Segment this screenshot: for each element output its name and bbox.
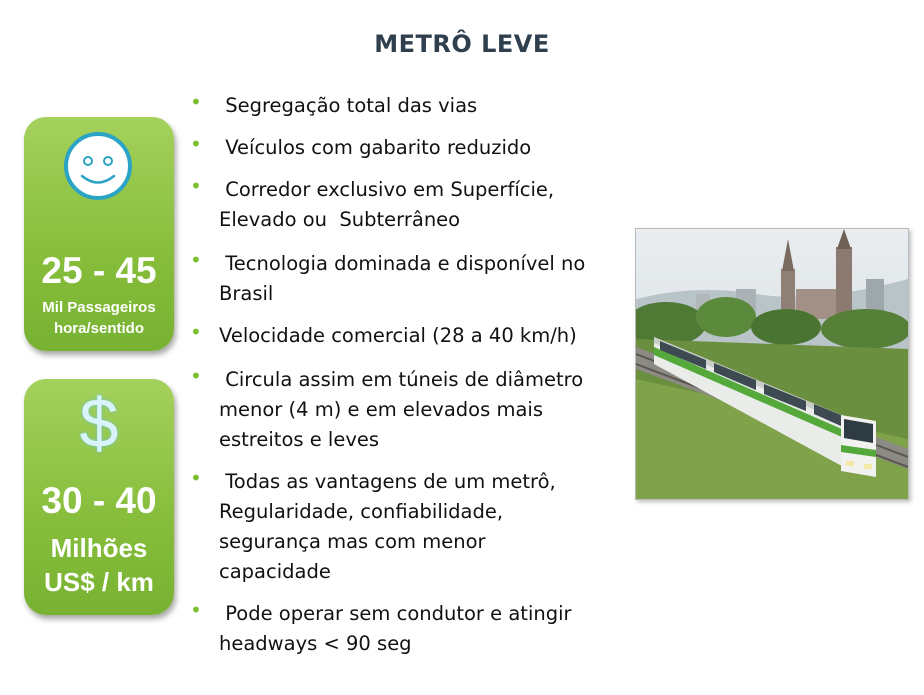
bullet-icon: •	[190, 598, 202, 622]
cost-card	[24, 379, 174, 615]
list-item: • Pode operar sem condutor e atingir headways < 90 seg	[190, 599, 630, 659]
light-rail-photo	[635, 228, 909, 500]
bullet-icon: •	[190, 248, 202, 272]
cost-unit: Milhões	[50, 533, 148, 563]
cost-range: 30 - 40	[41, 480, 157, 521]
bullet-icon: •	[190, 174, 202, 198]
passenger-capacity-card	[24, 117, 174, 351]
list-item: • Corredor exclusivo em Superfície, Elevado ou Subterrâneo	[190, 175, 630, 235]
bullet-icon: •	[190, 320, 202, 344]
bullet-icon: •	[190, 466, 202, 490]
list-item: • Todas as vantagens de um metrô, Regularidade, confiabilidade, segurança mas com menor capacidade	[190, 467, 630, 587]
train-illustration	[636, 229, 908, 499]
bullet-icon: •	[190, 132, 202, 156]
list-item: • Tecnologia dominada e disponível no Brasil	[190, 249, 630, 309]
list-item: • Segregação total das vias	[190, 91, 630, 121]
page-title: METRÔ LEVE	[374, 30, 550, 58]
passenger-range: 25 - 45	[41, 250, 157, 291]
bullet-icon: •	[190, 364, 202, 388]
list-item: • Veículos com gabarito reduzido	[190, 133, 630, 163]
dollar-sign-icon: $	[79, 384, 119, 462]
cost-currency: US$ / km	[44, 567, 154, 597]
passenger-unit: Mil Passageiros	[42, 299, 156, 316]
list-item: • Velocidade comercial (28 a 40 km/h)	[190, 321, 630, 351]
list-item: • Circula assim em túneis de diâmetro menor (4 m) e em elevados mais estreitos e leves	[190, 365, 630, 455]
smiley-face-icon	[63, 131, 133, 201]
passenger-direction: hora/sentido	[53, 320, 144, 337]
bullet-icon: •	[190, 90, 202, 114]
